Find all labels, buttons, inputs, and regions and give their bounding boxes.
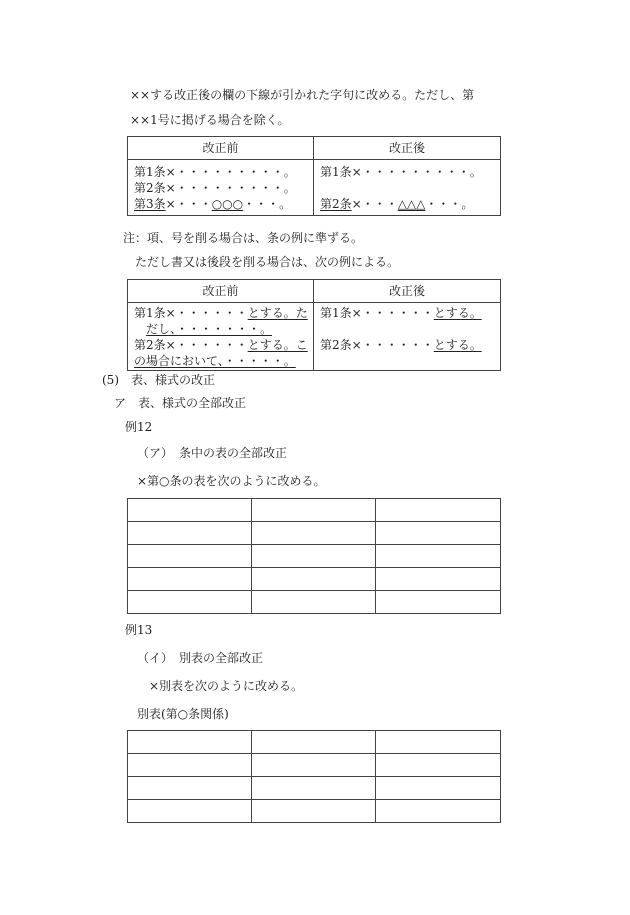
table1-header-after: 改正後 bbox=[314, 137, 501, 160]
table-cell bbox=[252, 800, 376, 823]
plain-text: 第2条×・・・・・・ bbox=[320, 338, 434, 352]
table-row bbox=[128, 731, 501, 754]
table-cell bbox=[128, 731, 252, 754]
table-cell bbox=[252, 499, 376, 522]
table2-before-line-4 bbox=[134, 353, 309, 369]
table1-before-line-2: 第2条×・・・・・・・・・。 bbox=[134, 181, 296, 195]
blank-line bbox=[320, 180, 496, 196]
underlined-text: だし、・・・・・・・。 bbox=[146, 322, 273, 336]
table1-before-cell bbox=[128, 160, 314, 216]
underlined-article: 第2条 bbox=[320, 197, 352, 211]
blank-line bbox=[320, 353, 496, 369]
table2-before-line-3 bbox=[134, 337, 309, 353]
table-cell bbox=[128, 591, 252, 614]
table-row bbox=[128, 800, 501, 823]
table-row bbox=[128, 777, 501, 800]
example-13-table-title: 別表(第○条関係) bbox=[137, 707, 229, 721]
table-cell bbox=[252, 754, 376, 777]
amendment-table-1 bbox=[127, 136, 501, 216]
table2-after-line-3 bbox=[320, 337, 496, 353]
underlined-marks: ○○○ bbox=[211, 197, 244, 211]
table1-before-line-3 bbox=[134, 196, 309, 212]
table-cell bbox=[376, 777, 501, 800]
table-cell bbox=[128, 499, 252, 522]
example-12-blank-table bbox=[127, 498, 501, 614]
underlined-text: とする。 bbox=[433, 306, 482, 320]
table-cell bbox=[128, 800, 252, 823]
subsection-a-heading: ア 表、様式の全部改正 bbox=[114, 396, 247, 410]
table-cell bbox=[376, 545, 501, 568]
underlined-marks: △△△ bbox=[397, 197, 426, 211]
table-cell bbox=[128, 522, 252, 545]
table2-before-line-1 bbox=[134, 305, 309, 321]
underlined-text: とする。た bbox=[247, 306, 308, 320]
table-cell bbox=[128, 568, 252, 591]
plain-text: ×・・・ bbox=[351, 197, 398, 211]
table-cell bbox=[128, 754, 252, 777]
table1-after-line-1: 第1条×・・・・・・・・・。 bbox=[320, 165, 482, 179]
table-cell bbox=[252, 731, 376, 754]
plain-text: 第1条×・・・・・・ bbox=[134, 306, 248, 320]
example-12-heading: （ア） 条中の表の全部改正 bbox=[137, 446, 288, 460]
table1-header-before: 改正前 bbox=[128, 137, 314, 160]
plain-text: 第2条×・・・・・・ bbox=[134, 338, 248, 352]
table-row bbox=[128, 754, 501, 777]
table-cell bbox=[252, 777, 376, 800]
plain-text: ・・・。 bbox=[425, 197, 474, 211]
table2-header-after: 改正後 bbox=[314, 280, 501, 303]
table-cell bbox=[376, 522, 501, 545]
amendment-table-2 bbox=[127, 279, 501, 371]
table-cell bbox=[128, 545, 252, 568]
table-row bbox=[128, 568, 501, 591]
table-cell bbox=[376, 754, 501, 777]
table2-header-before: 改正前 bbox=[128, 280, 314, 303]
table2-before-cell bbox=[128, 303, 314, 371]
example-13-text: ×別表を次のように改める。 bbox=[149, 679, 304, 693]
blank-line bbox=[320, 321, 496, 337]
table-row bbox=[128, 499, 501, 522]
table-cell bbox=[252, 522, 376, 545]
table-cell bbox=[128, 777, 252, 800]
example-13-label: 例13 bbox=[125, 623, 153, 637]
table-cell bbox=[376, 568, 501, 591]
example-12-text: ×第○条の表を次のように改める。 bbox=[137, 474, 326, 488]
table-cell bbox=[252, 591, 376, 614]
table-cell bbox=[252, 568, 376, 591]
table-cell bbox=[376, 800, 501, 823]
table2-after-cell bbox=[314, 303, 501, 371]
intro-line-1: ××する改正後の欄の下線が引かれた字句に改める。ただし、第 bbox=[130, 88, 475, 102]
table1-before-line-1: 第1条×・・・・・・・・・。 bbox=[134, 165, 296, 179]
table-cell bbox=[252, 545, 376, 568]
table-cell bbox=[376, 731, 501, 754]
intro-line-2: ××1号に掲げる場合を除く。 bbox=[130, 113, 290, 127]
plain-text: 第1条×・・・・・・ bbox=[320, 306, 434, 320]
note-line-2: ただし書又は後段を削る場合は、次の例による。 bbox=[135, 255, 400, 269]
table-cell bbox=[376, 499, 501, 522]
underlined-article: 第3条 bbox=[134, 197, 166, 211]
note-line-1: 注：項、号を削る場合は、条の例に準ずる。 bbox=[123, 231, 364, 245]
table-cell bbox=[376, 591, 501, 614]
table1-after-line-3 bbox=[320, 196, 496, 212]
table-row bbox=[128, 545, 501, 568]
plain-text: ×・・・ bbox=[165, 197, 212, 211]
table-row bbox=[128, 591, 501, 614]
table2-after-line-1 bbox=[320, 305, 496, 321]
example-13-blank-table bbox=[127, 730, 501, 823]
plain-text: ・・・。 bbox=[243, 197, 292, 211]
section-5-heading: (5) 表、様式の改正 bbox=[102, 373, 215, 387]
underlined-text: とする。こ bbox=[247, 338, 308, 352]
underlined-text: の場合において、・・・・・。 bbox=[134, 354, 296, 368]
example-12-label: 例12 bbox=[125, 420, 153, 434]
example-13-heading: （イ） 別表の全部改正 bbox=[137, 651, 264, 665]
table1-after-cell bbox=[314, 160, 501, 216]
table-row bbox=[128, 522, 501, 545]
table2-before-line-2 bbox=[134, 321, 309, 337]
underlined-text: とする。 bbox=[433, 338, 482, 352]
